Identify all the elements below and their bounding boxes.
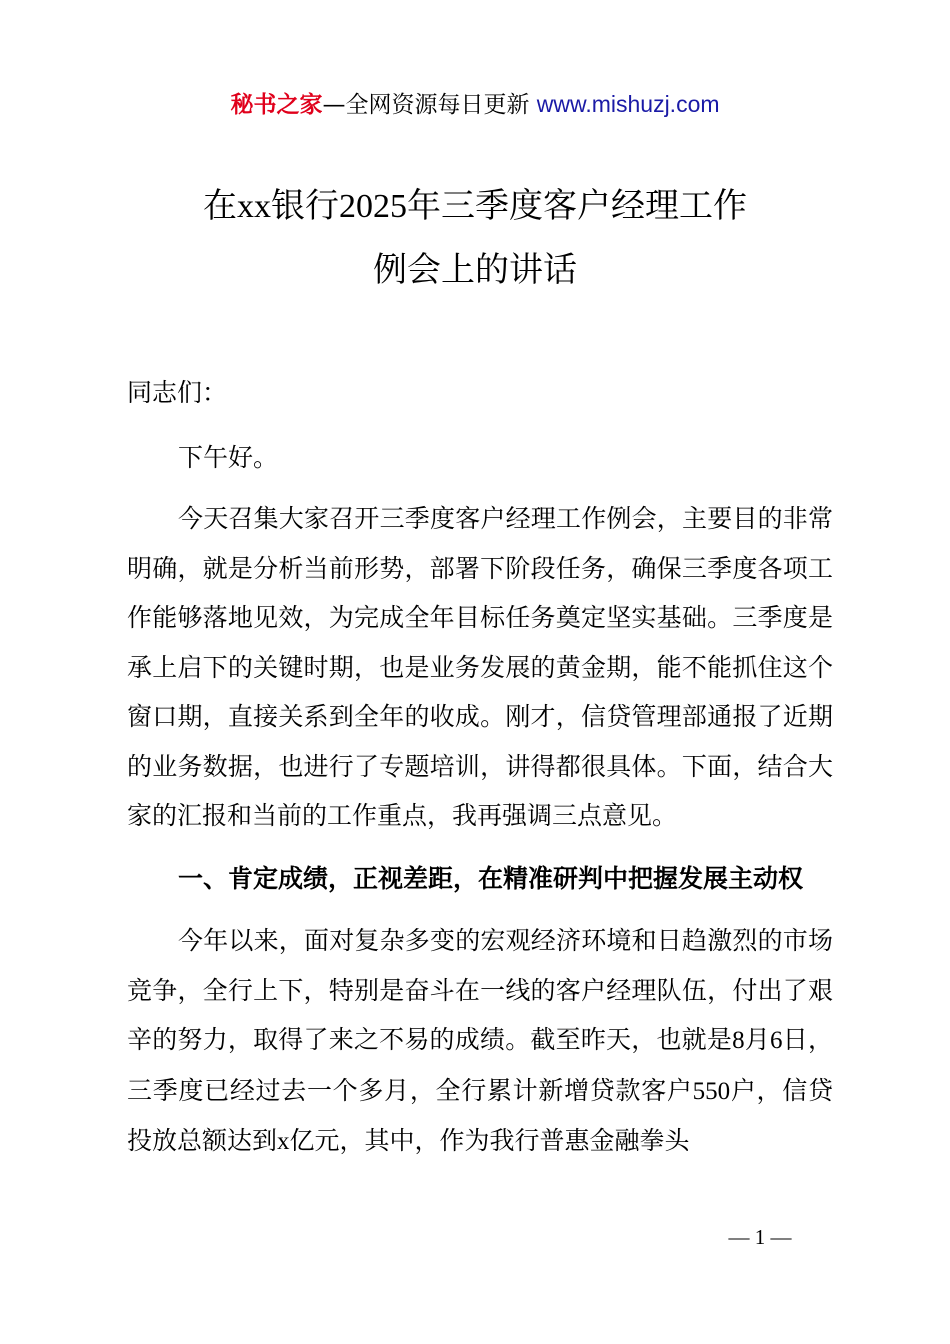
greeting: 下午好。 xyxy=(178,443,279,472)
document-title-line-1 xyxy=(0,186,950,227)
paragraph-1: 今天召集大家召开三季度客户经理工作例会，主要目的非常明确，就是分析当前形势，部署下阶段任务，确保三季度各项工作能够落地见效，为完成全年目标任务奠定坚实基础。三季度是承上启下的关键时期，也是业务发展的黄金期，能不能抓住这个窗口期，直接关系到全年的收成。刚才，信贷管理部通报了近期的业务数据，也进行了专题培训，讲得都很具体。下面，结合大家的汇报和当前的工作重点，我再强调三点意见。 xyxy=(127,504,833,830)
paragraph-text: 今年以来，面对复杂多变的宏观经济环境和日趋激烈的市场竞争，全行上下，特别是奋斗在一线的客户经理队伍，付出了艰辛的努力，取得了来之不易的成绩。截至昨天，也就是 xyxy=(127,926,833,1054)
title-year: 2025 xyxy=(339,188,407,225)
title-text: 银行 xyxy=(271,186,339,226)
paragraph-text: 户，信贷投放总额达到 xyxy=(127,1075,833,1155)
paragraph-text: 亿元，其中，作为我行普惠金融拳头 xyxy=(289,1126,690,1155)
page-number: — 1 — xyxy=(728,1225,792,1249)
section-heading-1: 一、肯定成绩，正视差距，在精准研判中把握发展主动权 xyxy=(178,864,804,893)
paragraph-number: 6 xyxy=(770,1027,783,1054)
site-tagline: —全网资源每日更新 xyxy=(322,92,537,118)
title-text: 年三季度客户经理工作 xyxy=(407,186,747,226)
paragraph-number: x xyxy=(277,1128,290,1155)
title-text: 在 xyxy=(203,186,237,226)
site-url-link[interactable]: www.mishuzj.com xyxy=(536,91,720,117)
document-title-line-2: 例会上的讲话 xyxy=(373,250,577,290)
site-brand: 秘书之家 xyxy=(230,92,323,118)
paragraph-number: 550 xyxy=(692,1077,731,1105)
title-text: xx xyxy=(237,188,271,225)
site-header xyxy=(0,88,950,121)
paragraph-number: 8 xyxy=(732,1027,745,1054)
paragraph-text: 日，三季度已经过去一个多月，全行累计新增贷款客户 xyxy=(127,1025,833,1105)
paragraph-text: 月 xyxy=(744,1025,771,1054)
paragraph-2 xyxy=(127,916,833,1167)
salutation: 同志们： xyxy=(127,378,228,407)
